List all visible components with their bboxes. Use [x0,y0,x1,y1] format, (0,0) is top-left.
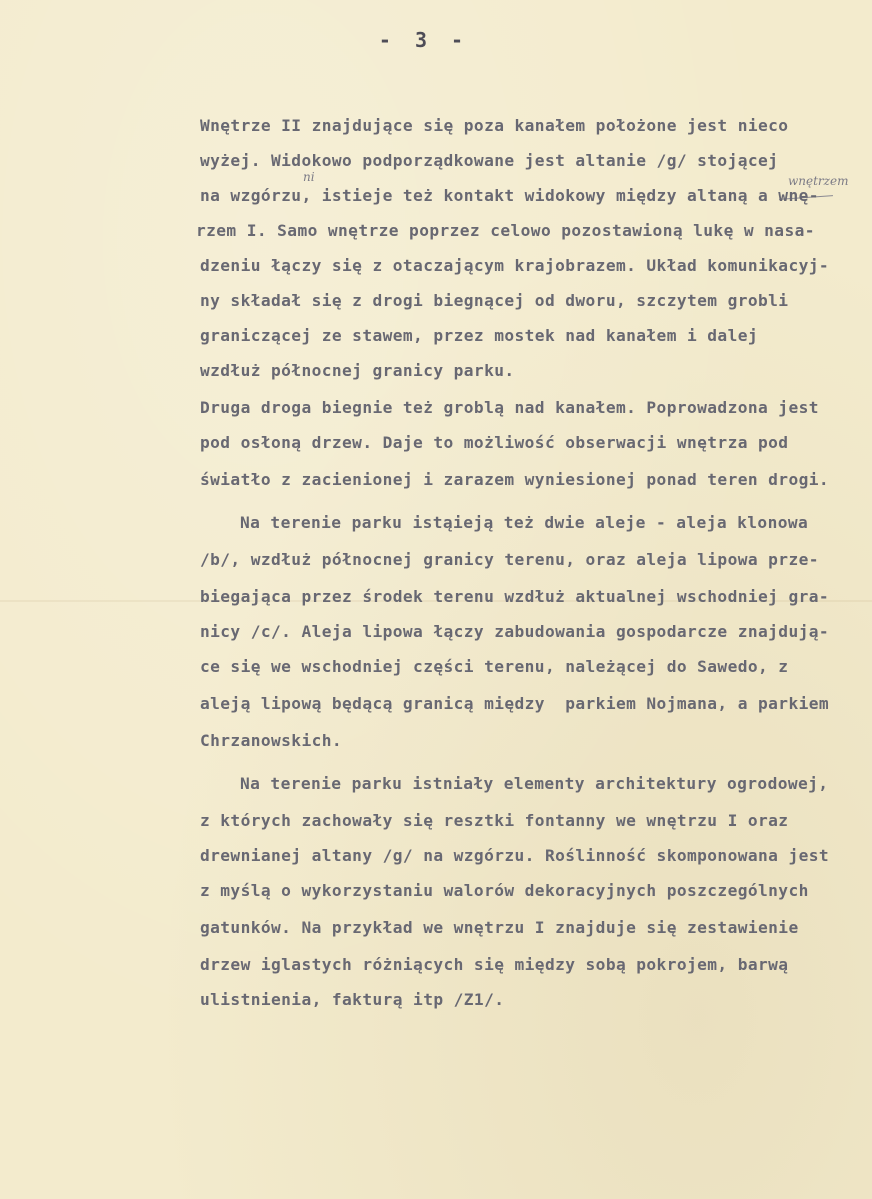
text-line: dzeniu łączy się z otaczającym krajobrazem. Układ komunikacyj- [200,256,830,275]
text-line: graniczącej ze stawem, przez mostek nad kanałem i dalej [200,326,759,345]
text-line: gatunków. Na przykład we wnętrzu I znajduje się zestawienie [200,918,799,937]
text-line: z których zachowały się resztki fontanny we wnętrzu I oraz [200,811,789,830]
text-line: ce się we wschodniej części terenu, należącej do Sawedo, z [200,657,789,676]
text-line: wyżej. Widokowo podporządkowane jest altanie /g/ stojącej [200,151,779,170]
text-line: z myślą o wykorzystaniu walorów dekoracyjnych poszczególnych [200,881,809,900]
text-line: pod osłoną drzew. Daje to możliwość obserwacji wnętrza pod [200,433,789,452]
text-line: ny składał się z drogi biegnącej od dworu, szczytem grobli [200,291,789,310]
text-line: biegająca przez środek terenu wzdłuż aktualnej wschodniej gra- [200,587,830,606]
text-line: Wnętrze II znajdujące się poza kanałem położone jest nieco [200,116,789,135]
text-line: /b/, wzdłuż północnej granicy terenu, oraz aleja lipowa prze- [200,550,819,569]
text-line: drzew iglastych różniących się między sobą pokrojem, barwą [200,955,789,974]
text-line: aleją lipową będącą granicą między parkiem Nojmana, a parkiem [200,694,830,713]
page-number: - 3 - [378,28,470,52]
text-line: drewnianej altany /g/ na wzgórzu. Roślinność skomponowana jest [200,846,830,865]
text-line: Chrzanowskich. [200,731,343,750]
text-line: Na terenie parku istniały elementy architektury ogrodowej, [240,774,829,793]
text-line: wzdłuż północnej granicy parku. [200,361,515,380]
text-line: ulistnienia, fakturą itp /Z1/. [200,990,505,1009]
text-line: rzem I. Samo wnętrze poprzez celowo pozostawioną lukę w nasa- [196,221,815,240]
text-line: nicy /c/. Aleja lipowa łączy zabudowania gospodarcze znajdują- [200,622,830,641]
text-line: Druga droga biegnie też groblą nad kanałem. Poprowadzona jest [200,398,819,417]
text-line: na wzgórzu, istieje też kontakt widokowy między altaną a wnę- [200,186,819,205]
handwritten-insert-wnetrzem: wnętrzem [788,174,849,188]
handwritten-insert-ni: ni [303,170,315,184]
text-line: Na terenie parku istąieją też dwie aleje - aleja klonowa [240,513,809,532]
text-line: światło z zacienionej i zarazem wyniesionej ponad teren drogi. [200,470,830,489]
